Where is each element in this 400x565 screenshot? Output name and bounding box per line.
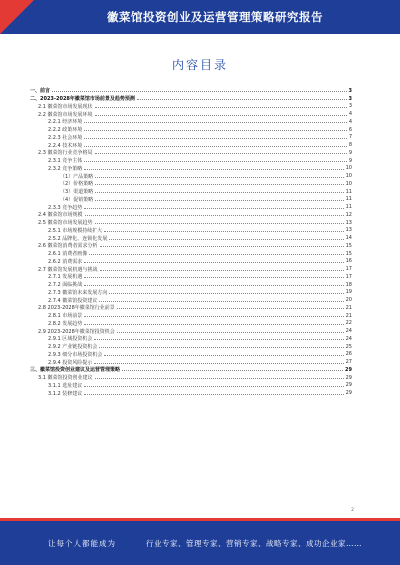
toc-leader-dots [89, 254, 343, 255]
report-title: 徽菜馆投资创业及运营管理策略研究报告 [107, 10, 323, 24]
toc-entry[interactable] [30, 134, 352, 142]
toc-entry-label: 2.3.1 竞争主体 [30, 157, 83, 164]
toc-entry-label: 二、2023-2028年徽菜馆市场前景及趋势预测 [30, 96, 135, 103]
toc-entry-page: 29 [345, 374, 352, 381]
toc-leader-dots [95, 378, 344, 379]
toc-entry[interactable] [30, 110, 352, 118]
toc-entry-label: 2.7 徽菜馆发展机遇与挑战 [30, 266, 99, 273]
toc-entry[interactable] [30, 149, 352, 157]
toc-entry-page: 3 [348, 103, 352, 110]
page-number: 2 [351, 508, 354, 513]
toc-entry-page: 17 [345, 273, 352, 280]
toc-entry-label: 2.9.1 区域投资机会 [30, 335, 93, 342]
toc-entry[interactable] [30, 320, 352, 328]
toc-entry[interactable] [30, 87, 352, 95]
toc-entry-page: 6 [348, 126, 352, 133]
toc-leader-dots [84, 394, 343, 395]
toc-leader-dots [94, 363, 343, 364]
toc-entry-page: 21 [345, 312, 352, 319]
toc-entry-page: 29 [345, 366, 352, 373]
toc-entry[interactable] [30, 172, 352, 180]
toc-heading: 内容目录 [171, 58, 228, 72]
toc-entry-page: 18 [345, 281, 352, 288]
toc-entry-page: 12 [345, 211, 352, 218]
toc-entry-label: 2.3 徽菜馆行业竞争格局 [30, 149, 94, 156]
toc-entry-label: 一、前言 [30, 88, 51, 95]
toc-entry[interactable] [30, 157, 352, 165]
toc-entry-page: 24 [345, 328, 352, 335]
toc-entry-label: 2.2.3 社会环境 [30, 134, 83, 141]
toc-entry[interactable] [30, 389, 352, 397]
toc-leader-dots [100, 246, 344, 247]
toc-leader-dots [84, 316, 343, 317]
toc-entry-page: 7 [348, 134, 352, 141]
toc-leader-dots [84, 208, 343, 209]
toc-entry[interactable] [30, 343, 352, 351]
toc-leader-dots [137, 99, 347, 100]
toc-entry-page: 16 [345, 258, 352, 265]
toc-leader-dots [117, 332, 344, 333]
footer-slogan: 让每个人都能成为 [48, 539, 116, 548]
toc-leader-dots [104, 231, 343, 232]
toc-entry-label: 三、徽菜馆投资创业建议及运营管理策略 [30, 367, 121, 374]
toc-entry-page: 24 [345, 335, 352, 342]
toc-entry-page: 29 [345, 382, 352, 389]
footer-roles: 行业专家、管理专家、营销专家、战略专家、成功企业家…… [146, 539, 362, 548]
toc-entry-label: 2.3.2 竞争策略 [30, 165, 83, 172]
toc-entry[interactable] [30, 250, 352, 258]
toc-entry-label: 3.1 徽菜馆投资创业建议 [30, 374, 94, 381]
toc-entry-page: 11 [345, 196, 352, 203]
toc-entry[interactable] [30, 126, 352, 134]
toc-entry-label: 2.2 徽菜馆市场发展环境 [30, 111, 94, 118]
toc-leader-dots [84, 277, 343, 278]
toc-leader-dots [84, 161, 347, 162]
toc-entry-page: 9 [348, 157, 352, 164]
toc-entry-label: 2.9.3 细分市场投资机会 [30, 351, 103, 358]
toc-entry[interactable] [30, 358, 352, 366]
toc-entry-label: 2.8 2023-2028年徽菜馆行业前景 [30, 304, 116, 311]
toc-entry[interactable] [30, 227, 352, 235]
toc-entry[interactable] [30, 203, 352, 211]
toc-entry-page: 27 [345, 359, 352, 366]
toc-entry[interactable] [30, 196, 352, 204]
toc-entry-label: 2.9 2023-2028年徽菜馆投资机会 [30, 328, 116, 335]
toc-entry[interactable] [30, 118, 352, 126]
toc-entry-label: （1）产品策略 [30, 173, 94, 180]
toc-entry-label: （2）价格策略 [30, 180, 94, 187]
toc-entry-page: 20 [345, 297, 352, 304]
toc-entry-label: 2.7.1 发展机遇 [30, 273, 83, 280]
toc-leader-dots [95, 107, 347, 108]
toc-entry-page: 10 [345, 180, 352, 187]
toc-entry[interactable] [30, 258, 352, 266]
toc-entry[interactable] [30, 211, 352, 219]
toc-entry-label: （3）渠道策略 [30, 188, 94, 195]
toc-entry-label: 2.9.2 产业链投资机会 [30, 343, 98, 350]
toc-leader-dots [95, 184, 343, 185]
toc-leader-dots [94, 339, 343, 340]
toc-entry-label: 3.1.2 装修建议 [30, 390, 83, 397]
toc-entry[interactable] [30, 273, 352, 281]
toc-entry-label: 2.8.2 发展趋势 [30, 320, 83, 327]
toc-entry[interactable] [30, 296, 352, 304]
toc-entry-label: 2.5.1 市场规模持续扩大 [30, 227, 103, 234]
toc-entry[interactable] [30, 327, 352, 335]
toc-entry-page: 22 [345, 320, 352, 327]
toc-entry[interactable] [30, 335, 352, 343]
table-of-contents [30, 87, 352, 397]
toc-entry-label: 2.9.4 投资风险提示 [30, 359, 93, 366]
toc-leader-dots [117, 308, 344, 309]
toc-entry-page: 8 [348, 142, 352, 149]
toc-leader-dots [84, 324, 343, 325]
toc-entry-page: 21 [345, 304, 352, 311]
toc-entry[interactable] [30, 242, 352, 250]
toc-entry-page: 4 [348, 111, 352, 118]
toc-entry[interactable] [30, 289, 352, 297]
toc-entry[interactable] [30, 165, 352, 173]
toc-leader-dots [122, 370, 343, 371]
toc-entry-label: 2.6 徽菜馆消费者需求分析 [30, 242, 99, 249]
toc-entry-page: 10 [345, 165, 352, 172]
toc-leader-dots [95, 115, 347, 116]
report-footer [0, 518, 400, 565]
toc-leader-dots [84, 262, 343, 263]
footer-red-stripe [0, 518, 400, 521]
toc-entry-label: 2.6.2 消费需求 [30, 258, 83, 265]
toc-entry-label: 2.4 徽菜馆市场规模 [30, 211, 84, 218]
toc-entry-page: 15 [345, 242, 352, 249]
toc-entry-page: 25 [345, 343, 352, 350]
toc-leader-dots [95, 192, 343, 193]
toc-entry-label: 2.2.2 政策环境 [30, 126, 83, 133]
toc-entry-page: 19 [345, 289, 352, 296]
toc-entry[interactable] [30, 351, 352, 359]
toc-entry-label: 2.5 徽菜馆市场发展趋势 [30, 219, 94, 226]
toc-entry[interactable] [30, 374, 352, 382]
toc-entry-page: 15 [345, 250, 352, 257]
toc-leader-dots [95, 223, 344, 224]
toc-entry-page: 14 [345, 235, 352, 242]
toc-entry-label: 2.7.2 面临挑战 [30, 281, 83, 288]
toc-leader-dots [99, 347, 343, 348]
toc-entry[interactable] [30, 141, 352, 149]
toc-entry-label: 2.3.3 竞争趋势 [30, 204, 83, 211]
toc-entry[interactable] [30, 219, 352, 227]
toc-leader-dots [95, 153, 347, 154]
toc-leader-dots [104, 355, 343, 356]
toc-leader-dots [95, 177, 343, 178]
toc-leader-dots [84, 122, 347, 123]
toc-leader-dots [84, 138, 347, 139]
toc-entry-page: 9 [348, 149, 352, 156]
toc-entry-label: 2.2.1 经济环境 [30, 118, 83, 125]
toc-entry[interactable] [30, 265, 352, 273]
header-red-triangle [0, 0, 34, 34]
toc-leader-dots [84, 386, 343, 387]
toc-entry-label: 2.7.3 徽菜馆未来发展方向 [30, 289, 108, 296]
toc-entry-label: 2.7.4 徽菜馆投资建议 [30, 297, 98, 304]
toc-leader-dots [99, 301, 343, 302]
toc-leader-dots [84, 146, 347, 147]
toc-leader-dots [100, 270, 344, 271]
toc-entry-label: 2.5.2 品牌化、连锁化发展 [30, 235, 108, 242]
toc-leader-dots [84, 285, 343, 286]
toc-entry-page: 3 [348, 87, 352, 94]
toc-leader-dots [84, 169, 343, 170]
toc-entry-label: 2.6.1 消费者画像 [30, 250, 88, 257]
toc-leader-dots [84, 130, 347, 131]
toc-entry[interactable] [30, 103, 352, 111]
toc-entry-label: （4）促销策略 [30, 196, 94, 203]
toc-entry[interactable] [30, 281, 352, 289]
toc-entry-page: 11 [345, 204, 352, 211]
toc-leader-dots [85, 215, 344, 216]
toc-entry[interactable] [30, 382, 352, 390]
toc-entry-page: 13 [345, 219, 352, 226]
toc-entry[interactable] [30, 234, 352, 242]
toc-entry[interactable] [30, 366, 352, 374]
report-header [0, 0, 400, 34]
toc-entry-label: 2.2.4 技术环境 [30, 142, 83, 149]
toc-entry[interactable] [30, 312, 352, 320]
toc-leader-dots [109, 293, 343, 294]
toc-entry-page: 17 [345, 266, 352, 273]
toc-entry-page: 26 [345, 351, 352, 358]
toc-entry-page: 13 [345, 227, 352, 234]
toc-entry-label: 2.1 徽菜馆市场发展现状 [30, 103, 94, 110]
toc-entry[interactable] [30, 180, 352, 188]
toc-entry-page: 10 [345, 173, 352, 180]
toc-leader-dots [52, 91, 347, 92]
toc-entry-label: 2.8.1 市场前景 [30, 312, 83, 319]
toc-entry-label: 3.1.1 选址建议 [30, 382, 83, 389]
toc-entry-page: 3 [348, 95, 352, 102]
toc-entry-page: 4 [348, 118, 352, 125]
toc-entry-page: 11 [345, 188, 352, 195]
toc-entry-page: 29 [345, 390, 352, 397]
toc-entry[interactable] [30, 304, 352, 312]
toc-leader-dots [109, 239, 343, 240]
toc-leader-dots [95, 200, 343, 201]
toc-entry[interactable] [30, 188, 352, 196]
toc-entry[interactable] [30, 95, 352, 103]
